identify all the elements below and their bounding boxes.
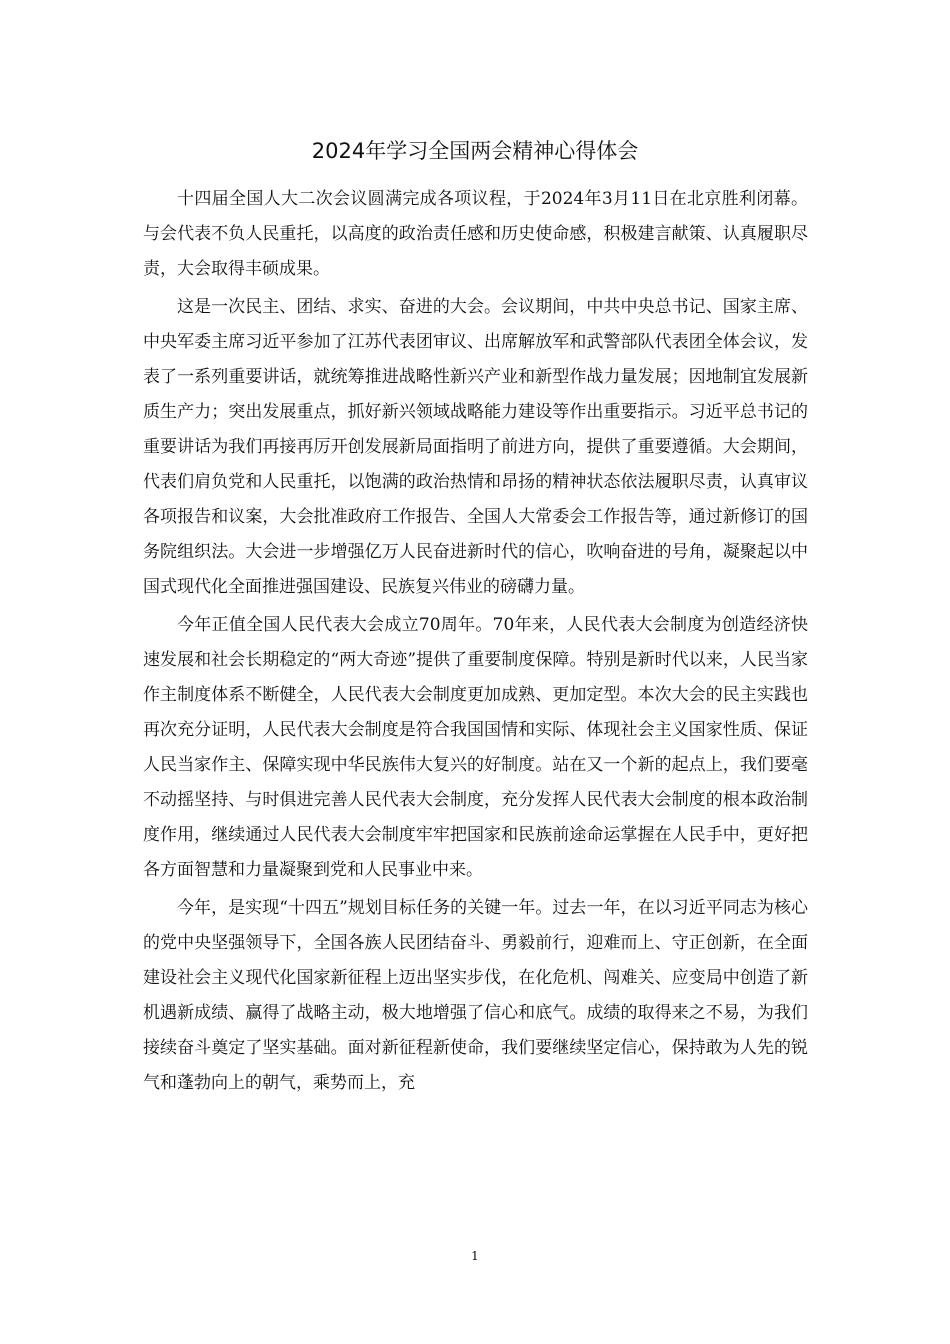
paragraph-3: 今年正值全国人民代表大会成立70周年。70年来，人民代表大会制度为创造经济快速发展和社会长期稳定的“两大奇迹”提供了重要制度保障。特别是新时代以来，人民当家作主制度体系不断健全，人民代表大会制度更加成熟、更加定型。本次大会的民主实践也再次充分证明，人民代表大会制度是符合我国国情和实际、体现社会主义国家性质、保证人民当家作主、保障实现中华民族伟大复兴的好制度。站在又一个新的起点上，我们要毫不动摇坚持、与时俱进完善人民代表大会制度，充分发挥人民代表大会制度的根本政治制度作用，继续通过人民代表大会制度牢牢把国家和民族前途命运掌握在人民手中，更好把各方面智慧和力量凝聚到党和人民事业中来。 (143, 615, 808, 880)
paragraph-4: 今年，是实现“十四五”规划目标任务的关键一年。过去一年，在以习近平同志为核心的党中央坚强领导下，全国各族人民团结奋斗、勇毅前行，迎难而上、守正创新，在全面建设社会主义现代化国家新征程上迈出坚实步伐，在化危机、闯难关、应变局中创造了新机遇新成绩、赢得了战略主动，极大地增强了信心和底气。成绩的取得来之不易，为我们接续奋斗奠定了坚实基础。面对新征程新使命，我们要继续坚定信心，保持敢为人先的锐气和蓬勃向上的朝气，乘势而上，充 (143, 898, 808, 1093)
document-body (143, 182, 808, 1104)
paragraph-2: 这是一次民主、团结、求实、奋进的大会。会议期间，中共中央总书记、国家主席、中央军委主席习近平参加了江苏代表团审议、出席解放军和武警部队代表团全体会议，发表了一系列重要讲话，就统筹推进战略性新兴产业和新型作战力量发展；因地制宜发展新质生产力；突出发展重点，抓好新兴领域战略能力建设等作出重要指示。习近平总书记的重要讲话为我们再接再厉开创发展新局面指明了前进方向，提供了重要遵循。大会期间，代表们肩负党和人民重托，以饱满的政治热情和昂扬的精神状态依法履职尽责，认真审议各项报告和议案，大会批准政府工作报告、全国人大常委会工作报告等，通过新修订的国务院组织法。大会进一步增强亿万人民奋进新时代的信心，吹响奋进的号角，凝聚起以中国式现代化全面推进强国建设、民族复兴伟业的磅礴力量。 (143, 297, 808, 597)
document-title: 2024年学习全国两会精神心得体会 (311, 139, 639, 163)
paragraph-1: 十四届全国人大二次会议圆满完成各项议程，于2024年3月11日在北京胜利闭幕。与会代表不负人民重托，以高度的政治责任感和历史使命感，积极建言献策、认真履职尽责，大会取得丰硕成果。 (143, 189, 808, 279)
page-number: 1 (471, 1249, 479, 1263)
